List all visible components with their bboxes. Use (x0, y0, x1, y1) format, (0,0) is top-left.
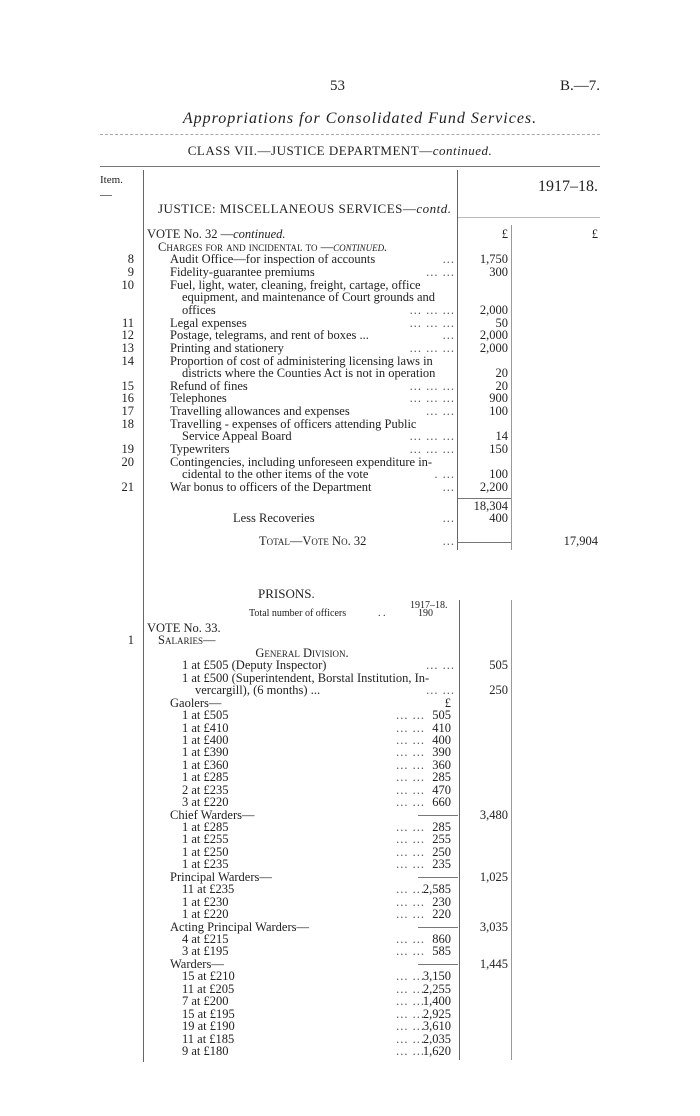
table-row (0, 367, 700, 380)
class-heading-text: CLASS VII.—JUSTICE DEPARTMENT— (187, 143, 433, 158)
table-row (0, 634, 700, 647)
leader-dots: ... ... ... (409, 378, 455, 393)
row-label: Telephones (170, 391, 227, 406)
table-row (0, 759, 700, 772)
sub-amount: 220 (432, 907, 451, 922)
sub-amount: 230 (432, 894, 451, 909)
table-row (0, 392, 700, 405)
sub-amount: 3,610 (422, 1019, 451, 1034)
total-value: 17,904 (563, 534, 598, 548)
table-row (0, 697, 700, 710)
table-row (0, 1033, 700, 1046)
table-row (0, 809, 700, 822)
row-label: 1 at £285 (182, 820, 229, 835)
leader-dots: ... ... ... (409, 302, 455, 317)
page-title: Appropriations for Consolidated Fund Services. (182, 110, 538, 127)
item-number: 19 (121, 442, 134, 457)
table-row (0, 430, 700, 443)
row-label: 1 at £255 (182, 832, 229, 847)
amount: 300 (489, 264, 508, 279)
row-label: 1 at £220 (182, 907, 229, 922)
row-label: 1 at £410 (182, 720, 229, 735)
item-number: 15 (121, 378, 134, 393)
row-label: 1 at £235 (182, 857, 229, 872)
row-label: Typewriters (170, 442, 230, 457)
section-heading-justice (158, 201, 452, 217)
item-number: 10 (121, 277, 134, 292)
row-label: 11 at £235 (182, 882, 235, 897)
item-number: 18 (121, 416, 134, 431)
leader-dots: ... ... ... (409, 340, 455, 355)
row-label: vercargill), (6 months) ... (195, 683, 321, 698)
leader-dots: ... ... (426, 404, 455, 419)
table-row (0, 304, 700, 317)
row-label: cidental to the other items of the vote (182, 467, 369, 482)
leader-dots: ... ... (426, 658, 455, 673)
row-label: Service Appeal Board (182, 429, 292, 444)
total-row (0, 535, 700, 548)
row-label: 11 at £185 (182, 1031, 235, 1046)
prisons-year: 1917–18. (410, 600, 448, 611)
leader-dots: ... ... (396, 882, 425, 897)
row-label: 19 at £190 (182, 1019, 235, 1034)
row-label: 1 at £500 (Superintendent, Borstal Institution, In- (182, 670, 430, 685)
sub-amount: 285 (432, 770, 451, 785)
leader-dots: ... (442, 480, 455, 494)
row-label: Warders— (170, 956, 224, 971)
less-recoveries-row (0, 512, 700, 525)
leader-dots: ... ... (396, 708, 425, 723)
leader-dots: ... ... (396, 969, 425, 984)
amount: 1,445 (479, 956, 508, 971)
row-label: 3 at £220 (182, 795, 229, 810)
row-label: Legal expenses (170, 315, 247, 330)
amount: 2,000 (479, 340, 508, 355)
amount: 150 (489, 442, 508, 457)
less-recoveries-label: Less Recoveries (233, 511, 315, 525)
table-row (0, 342, 700, 355)
row-label: 1 at £360 (182, 757, 229, 772)
table-row (0, 291, 700, 304)
table-row (0, 672, 700, 685)
table-row (0, 883, 700, 896)
row-label: 3 at £195 (182, 944, 229, 959)
sum-rule (418, 815, 458, 816)
leader-dots: ... ... ... (409, 391, 455, 406)
leader-dots: . ... (434, 467, 455, 482)
table-row (0, 266, 700, 279)
leader-dots: ... ... (396, 745, 425, 760)
sub-amount: 1,620 (422, 1043, 451, 1058)
leader-dots: ... ... (396, 894, 425, 909)
amount: 3,480 (479, 807, 508, 822)
row-label: Chief Warders— (170, 807, 255, 822)
table-row (0, 821, 700, 834)
leader-dots: ... (442, 252, 455, 267)
table-row (0, 933, 700, 946)
amount: 2,200 (479, 480, 508, 494)
table-row (0, 896, 700, 909)
table-row (0, 846, 700, 859)
leader-dots: ... ... (396, 770, 425, 785)
sub-amount: 860 (432, 932, 451, 946)
table-row (0, 734, 700, 747)
leader: ... (442, 511, 455, 525)
item-number: 14 (121, 353, 134, 368)
sub-amount: 235 (432, 857, 451, 872)
row-label: VOTE No. 33. (147, 621, 221, 635)
amount: 3,035 (479, 919, 508, 934)
amount: 1,025 (479, 869, 508, 884)
heading-suffix: contd. (416, 201, 452, 216)
row-label: Charges for and incidental to —continued. (158, 239, 388, 254)
sum-rule (418, 877, 458, 878)
row-label: 1 at £285 (182, 770, 229, 785)
table-row (0, 622, 700, 635)
leader-dots: ... ... (396, 844, 425, 859)
row-label: 2 at £235 (182, 782, 229, 797)
sub-amount: 2,925 (422, 1006, 451, 1021)
table-row (0, 1045, 700, 1058)
leader-dots: ... ... (396, 820, 425, 835)
less-recoveries-value: 400 (489, 511, 508, 525)
table-row (0, 995, 700, 1008)
sub-amount: 410 (432, 720, 451, 735)
table-row (0, 380, 700, 393)
table-row (0, 858, 700, 871)
table-row (0, 833, 700, 846)
table-row (0, 771, 700, 784)
sub-amount: £ (444, 695, 451, 710)
row-label: Proportion of cost of administering licensing laws in (170, 353, 433, 368)
sub-amount: 390 (432, 745, 451, 760)
sub-amount: 3,150 (422, 969, 451, 984)
table-row (0, 684, 700, 697)
leader-dots: ... ... ... (409, 429, 455, 444)
table-row (0, 1008, 700, 1021)
row-label: War bonus to officers of the Department (170, 480, 372, 494)
leader-dots: ... ... (396, 994, 425, 1009)
leader-dots: ... ... (396, 757, 425, 772)
sub-amount: 400 (432, 732, 451, 747)
row-label: Postage, telegrams, and rent of boxes ... (170, 328, 369, 343)
sub-amount: 2,035 (422, 1031, 451, 1046)
row-label: General Division. (255, 645, 349, 660)
divider (100, 134, 600, 135)
leader-dots: ... ... (396, 857, 425, 872)
sum-rule (458, 542, 511, 543)
row-label: Refund of fines (170, 378, 248, 393)
amount: 50 (495, 315, 508, 330)
sub-amount: 660 (432, 795, 451, 810)
row-label: Principal Warders— (170, 869, 272, 884)
table-row (0, 796, 700, 809)
divider (100, 166, 600, 167)
leader-dots: ... ... (396, 1019, 425, 1034)
table-row (0, 746, 700, 759)
sub-amount: 2,255 (422, 981, 451, 996)
leader-dots: ... ... (396, 732, 425, 747)
row-label: Acting Principal Warders— (170, 919, 310, 934)
leader-dots: ... ... (396, 720, 425, 735)
row-label: equipment, and maintenance of Court grounds and (182, 290, 436, 305)
sub-amount: 2,585 (422, 882, 451, 897)
leader-dots: ... ... (396, 932, 425, 946)
sum-rule (418, 927, 458, 928)
table-row (0, 329, 700, 342)
row-label: 1 at £390 (182, 745, 229, 760)
amount: 2,000 (479, 328, 508, 343)
officers-label: Total number of officers (249, 608, 347, 619)
table-row (0, 921, 700, 934)
class-heading-suffix: continued. (432, 143, 493, 158)
sub-amount: 470 (432, 782, 451, 797)
row-label: 4 at £215 (182, 932, 229, 946)
item-number: 16 (121, 391, 134, 406)
amount: 100 (489, 404, 508, 419)
item-number: 9 (127, 264, 134, 279)
row-label: 9 at £180 (182, 1043, 229, 1058)
officers-count: 190 (418, 608, 433, 619)
leader-dots: ... ... ... (409, 442, 455, 457)
sub-amount: 505 (432, 708, 451, 723)
table-row (0, 958, 700, 971)
item-number: 21 (121, 480, 134, 494)
leader-dots: ... (442, 328, 455, 343)
divider (100, 195, 112, 196)
amount: 14 (495, 429, 508, 444)
row-label: 1 at £400 (182, 732, 229, 747)
row-label: Travelling allowances and expenses (170, 404, 350, 419)
table-row (0, 970, 700, 983)
row-label-emphasis: continued. (233, 227, 286, 241)
sub-amount: 1,400 (422, 994, 451, 1009)
row-label: Travelling - expenses of officers attending Public (170, 416, 417, 431)
row-label: VOTE No. 32 —continued. (147, 227, 286, 241)
leader-dots: ... ... (396, 795, 425, 810)
amount: 2,000 (479, 302, 508, 317)
table-row (0, 722, 700, 735)
item-number: 12 (121, 328, 134, 343)
table-row (0, 983, 700, 996)
leader-dots: ... ... ... (409, 315, 455, 330)
sub-amount: 360 (432, 757, 451, 772)
leader-dots: ... ... (396, 832, 425, 847)
class-heading (0, 143, 690, 159)
row-label: Salaries— (158, 633, 216, 648)
row-label: 15 at £210 (182, 969, 235, 984)
row-label: 1 at £230 (182, 894, 229, 909)
item-number: 1 (127, 633, 134, 648)
amount: 505 (489, 658, 508, 673)
amount: £ (501, 227, 508, 241)
leader-dots: ... ... (426, 264, 455, 279)
row-label: Gaolers— (170, 695, 222, 710)
amount: 900 (489, 391, 508, 406)
row-label-emphasis: continued. (333, 239, 388, 254)
sum-rule (418, 964, 458, 965)
leader-dots: ... ... (396, 1043, 425, 1058)
leader-dots: ... ... (396, 782, 425, 797)
table-row (0, 647, 700, 660)
row-label: 1 at £505 (Deputy Inspector) (182, 658, 327, 673)
table-row (0, 481, 700, 494)
item-number: 13 (121, 340, 134, 355)
leader-dots: ... ... (396, 1006, 425, 1021)
row-label: Printing and stationery (170, 340, 284, 355)
sub-amount: 585 (432, 944, 451, 959)
row-label: Contingencies, including unforeseen expenditure in- (170, 454, 433, 469)
amount: 20 (495, 366, 508, 381)
divider (457, 217, 600, 218)
row-label: 1 at £505 (182, 708, 229, 723)
leader-dots: ... ... (396, 1031, 425, 1046)
row-label: Fuel, light, water, cleaning, freight, cartage, office (170, 277, 421, 292)
sub-amount: 250 (432, 844, 451, 859)
subtotal-value: 18,304 (473, 499, 508, 513)
row-label: 7 at £200 (182, 994, 229, 1009)
item-number: 11 (121, 315, 134, 330)
table-row (0, 253, 700, 266)
prisons-heading: PRISONS. (258, 586, 315, 601)
row-label: Audit Office—for inspection of accounts (170, 252, 376, 267)
document-reference: B.—7. (559, 78, 600, 94)
table-row (0, 871, 700, 884)
row-label: 15 at £195 (182, 1006, 235, 1021)
sub-amount: 255 (432, 832, 451, 847)
item-number: 17 (121, 404, 134, 419)
table-row (0, 709, 700, 722)
row-label: districts where the Counties Act is not in operation (182, 366, 436, 381)
table-row (0, 1020, 700, 1033)
row-label: offices (182, 302, 216, 317)
leader: . . (378, 608, 386, 619)
page-number: 53 (330, 78, 345, 94)
row-label: 11 at £205 (182, 981, 235, 996)
row-label: 1 at £250 (182, 844, 229, 859)
item-column-header: Item. (100, 174, 123, 186)
leader-dots: ... ... (396, 981, 425, 996)
total-amount: £ (591, 227, 598, 241)
amount: 1,750 (479, 252, 508, 267)
year-column-header: 1917–18. (538, 178, 598, 195)
leader: ... (442, 534, 455, 548)
sub-amount: 285 (432, 820, 451, 835)
row-label: Fidelity-guarantee premiums (170, 264, 315, 279)
heading-text: JUSTICE: MISCELLANEOUS SERVICES— (158, 201, 417, 216)
table-row (0, 908, 700, 921)
table-row (0, 418, 700, 431)
item-number: 8 (127, 252, 134, 267)
leader-dots: ... ... (426, 683, 455, 698)
amount: 100 (489, 467, 508, 482)
amount: 250 (489, 683, 508, 698)
table-row (0, 945, 700, 958)
item-number: 20 (121, 454, 134, 469)
leader-dots: ... ... (396, 907, 425, 922)
leader-dots: ... ... (396, 944, 425, 959)
amount: 20 (495, 378, 508, 393)
total-label: Total—Vote No. 32 (259, 534, 367, 548)
table-row (0, 784, 700, 797)
